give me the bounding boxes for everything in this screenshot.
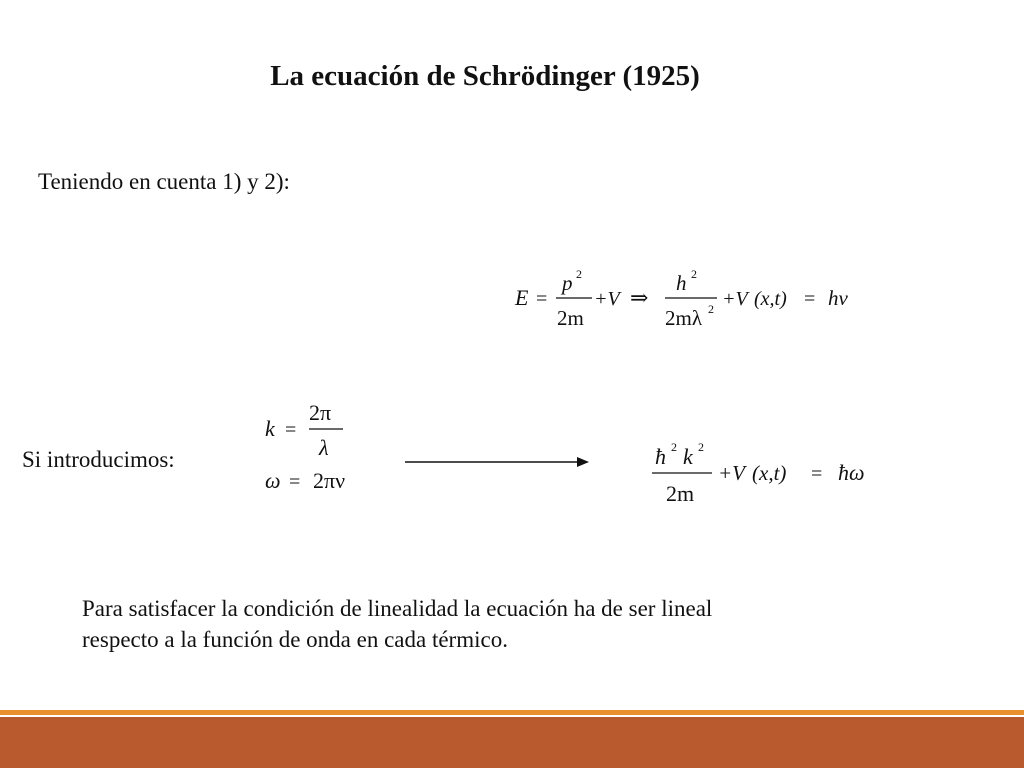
omega-equals: =	[289, 471, 301, 493]
eq1-p-exp: 2	[576, 267, 582, 281]
result-equals: =	[811, 463, 823, 485]
result-k: k	[683, 444, 693, 469]
paragraph-line: Para satisfacer la condición de linealidad la ecuación ha de ser lineal	[82, 596, 713, 621]
paragraph-line: respecto a la función de onda en cada térmico.	[82, 627, 508, 652]
omega-rhs: 2πν	[313, 468, 346, 493]
eq1-h: h	[676, 271, 687, 295]
eq1-equals: =	[536, 288, 548, 310]
result-hbar: ħ	[655, 444, 666, 469]
result-denominator: 2m	[666, 481, 695, 506]
eq1-V: +V	[722, 288, 748, 310]
linearity-paragraph	[82, 593, 962, 655]
eq1-frac1-den: 2m	[557, 306, 584, 330]
eq1-lambda-exp: 2	[708, 302, 714, 316]
eq1-implies: ⇒	[630, 285, 649, 310]
slide-title: La ecuación de Schrödinger (1925)	[270, 60, 700, 92]
k-numerator: 2π	[309, 400, 332, 425]
wave-definitions	[262, 392, 382, 502]
si-introducimos-label: Si introducimos:	[22, 447, 175, 472]
eq1-hnu: hν	[828, 286, 848, 310]
result-hbar-exp: 2	[671, 440, 677, 454]
eq1-args: (x,t)	[754, 288, 787, 310]
energy-equation	[510, 262, 880, 342]
k-equals: =	[285, 419, 297, 441]
footer-bar	[0, 717, 1024, 768]
result-equation	[650, 434, 890, 514]
eq1-p: p	[562, 271, 573, 295]
intro-text: Teniendo en cuenta 1) y 2):	[38, 169, 290, 194]
right-arrow	[405, 454, 590, 470]
result-rhs: ħω	[838, 460, 865, 485]
k-denominator: λ	[319, 435, 329, 460]
eq1-rhs-equals: =	[804, 288, 816, 310]
k-symbol: k	[265, 416, 275, 441]
eq1-h-exp: 2	[691, 267, 697, 281]
eq1-frac2-den: 2mλ	[665, 306, 703, 330]
omega-symbol: ω	[265, 468, 281, 493]
footer-accent-line	[0, 710, 1024, 715]
result-k-exp: 2	[698, 440, 704, 454]
eq1-plusV: +V	[594, 288, 620, 310]
result-V: +V	[718, 461, 745, 485]
eq1-E: E	[515, 285, 529, 310]
result-args: (x,t)	[752, 461, 787, 485]
